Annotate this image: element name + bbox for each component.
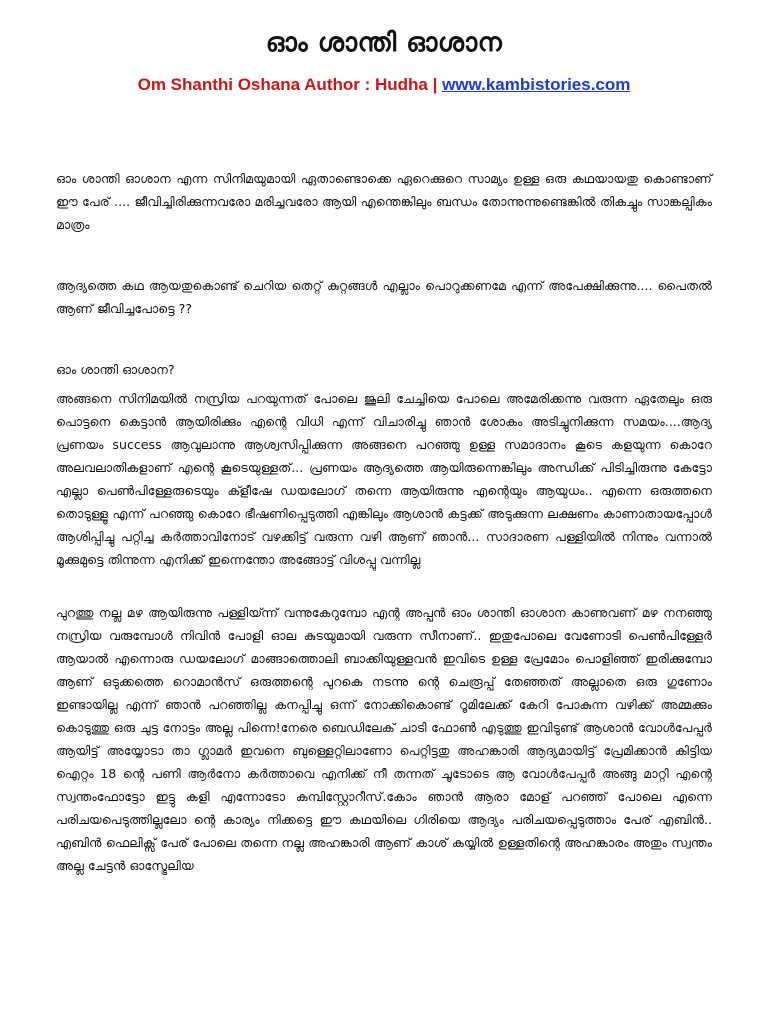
apology-paragraph: ആദ്യത്തെ കഥ ആയതുകൊണ്ട് ചെറിയ തെറ്റ് കുറ്റങ്ങൾ എല്ലാം പൊറുക്കണമേ എന്ന് അപേക്ഷിക്കുന്നു.... പൈതൽ ആണ് ജീവിച്ചപോട്ടെ ??: [56, 278, 712, 316]
spacer: [56, 320, 712, 358]
spacer: [56, 571, 712, 601]
intro-paragraph: ഓം ശാന്തി ഓശാന എന്ന സിനിമയുമായി ഏതാണ്ടൊക്കെ ഏറെക്കുറെ സാമ്യം ഉള്ള ഒരു കഥയായതു കൊണ്ടാണ് ഈ പേര് .... ജീവിച്ചിരിക്കുന്നവരോ മരിച്ചവരോ ആയി എന്തെങ്കിലും ബന്ധം തോന്നുന്നുണ്ടെങ്കിൽ തികച്ചും സാങ്കല്പികം മാത്രം: [56, 171, 712, 232]
byline: [56, 75, 712, 95]
document-title: ഓം ശാന്തി ഓശാന: [265, 28, 503, 58]
story-paragraph-2: പുറത്തു നല്ല മഴ ആയിരുന്നു പള്ളിയ്ന്ന് വന്നുകേറുമ്പോ എന്റ അപ്പൻ ഓം ശാന്തി ഓശാന കാണുവണ് മഴ നനഞ്ഞു നസ്രിയ വരുമ്പോൾ നിവിൻ പോളി ഓല കുടയുമായി വരുന്ന സീനാണ്.. ഇതുപോലെ വേണോടി പെൺപിള്ളേർ ആയാൽ എന്നൊരു ഡയലോഗ് മാങ്ങാത്തൊലി ബാക്കിയുള്ളവൻ ഇവിടെ ഉള്ള പ്രേമോം പൊളിഞ്ഞ് ഇരിക്കുമ്പോ ആണ് ഒടുക്കത്തെ റൊമാൻസ് ഒരുത്തന്റെ പുറകെ നടന്നു ന്റെ ചെരൂപ്പ് തേഞ്ഞത് അല്ലാതെ ഒരു ഗുണോം ഇണ്ടായില്ല എന്ന് ഞാൻ പറഞ്ഞില്ല കനപ്പിച്ചു ഒന്ന് നോക്കികൊണ്ട് റൂമിലേക്ക് കേറി പോകുന്ന വഴിക്ക് അമ്മക്കും കൊടുത്തു ഒരു ചുട്ട നോട്ടം അല്ല പിന്നെ!നേരെ ബെഡിലേക് ചാടി ഫോൺ എടുത്തു ഇവിടുണ്ട് ആശാൻ വോൾപേപ്പർ ആയിട്ട് അയ്യോടാ താ ഗ്ലാമർ ഇവനെ ബുള്ളെറ്റിലാണോ പെറ്റിട്ടതു അഹങ്കാരി ആദ്യമായിട്ട് പ്രേമിക്കാൻ കിട്ടിയ ഐറ്റം 18 ന്റെ പണി ആർനോ കർത്താവെ എനിക്ക് നീ തന്നത് ചൂടോടെ ആ വോൾപേപ്പർ അങ്ങു മാറ്റി എന്റെ സ്വന്തംഫോട്ടോ ഇട്ടു കളി എന്നോടോ കമ്പിസ്റ്റോറീസ്.കോം ഞാൻ ആരാ മോള് പറഞ്ഞ് പോലെ എന്നെ പരിചയപെടുത്തില്ലലോ ന്റെ കാര്യം നിക്കട്ടെ ഈ കഥയിലെ ഗിരിയെ ആദ്യം പരിചയപ്പെടുത്താം പേര് എബിൻ.. എബിൻ ഫെലിക്സ് പേര് പോലെ തന്നെ നല്ല അഹങ്കാരി ആണ് കാശ് കയ്യിൽ ഉള്ളതിന്റെ അഹങ്കാരം അതും സ്വന്തം അല്ല ചേട്ടൻ ഓസ്ട്രേലിയ: [56, 605, 712, 873]
site-link[interactable]: www.kambistories.com: [442, 75, 631, 94]
chapter-heading: ഓം ശാന്തി ഓശാന?: [56, 362, 175, 377]
byline-text: Om Shanthi Oshana Author : Hudha |: [137, 75, 443, 94]
story-paragraph-1: അങ്ങനെ സിനിമയിൽ നസ്രിയ പറയുന്നത് പോലെ ജൂലി ചേച്ചിയെ പോലെ അമേരിക്കന്നു വരുന്ന ഏതേലും ഒരു പൊട്ടനെ കെട്ടാൻ ആയിരിക്കും എന്റെ വിധി എന്ന് വിചാരിച്ചു ഞാൻ ശോകം അടിച്ചുനിക്കുന്ന സമയം....ആദ്യ പ്രണയം success ആവുലാന്നു ആശ്വസിപ്പിക്കുന്ന അങ്ങനെ പറഞ്ഞു ഉള്ള സമാദാനം കൂടെ കളയുന്ന കൊറേ അലവലാതികളാണ് എന്റെ കൂടെയുള്ളത്... പ്രണയം ആദ്യത്തെ ആയിരുന്നെങ്കിലും അന്ധിക്ക് പിടിച്ചിരുന്നു കേട്ടോ എല്ലാ പെൺപിള്ളേരുടെയും ക്ളീഷേ ഡയലോഗ് തന്നെ ആയിരുന്നു എന്റെയും ആയുധം.. എന്നെ ഒരുത്തനെ തൊടുള്ളൂ എന്ന് പറഞ്ഞു കൊറേ ഭീഷണിപ്പെടുത്തി എങ്കിലും ആശാൻ കട്ടക്ക് അടുക്കുന്ന ലക്ഷണം കാണാതായപ്പോൾ ആശിപ്പിച്ചു പറ്റിച്ച കർത്താവിനോട് വഴക്കിട്ട് വരുന്ന വഴി ആണ് ഞാൻ... സാദാരണ പള്ളിയിൽ നിന്നും വന്നാൽ മൂക്കുമുട്ടെ തിന്നുന്ന എനിക്ക് ഇന്നെന്തോ അങ്ങോട്ട് വിശപ്പു വന്നില്ല: [56, 391, 712, 567]
spacer: [56, 236, 712, 274]
